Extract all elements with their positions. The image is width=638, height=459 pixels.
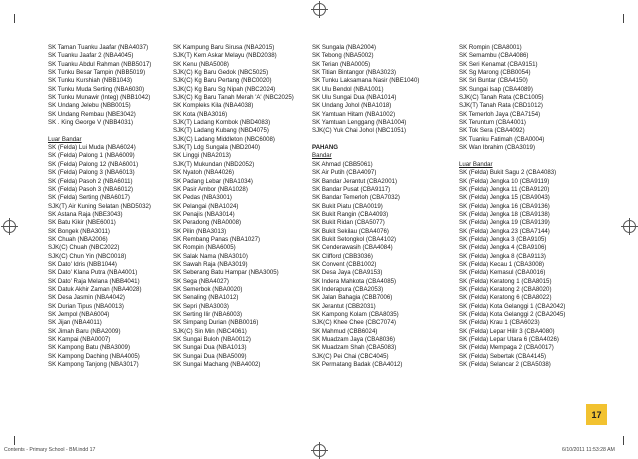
school-list-item: SK (Felda) Pasoh 3 (NBA6012) — [48, 185, 134, 193]
school-list-item: SK (Felda) Jengka 23 (CBA7144) — [459, 227, 550, 235]
school-list-item: SK Kampong Kolam (CBA8035) — [312, 311, 399, 318]
school-list-item: SK Dato' Raja Melana (NBB4041) — [48, 277, 140, 285]
school-list-item: SK (Felda) Kemasul (CBA0016) — [459, 269, 546, 277]
school-list-item: SK Sungai Dua (NBA1013) — [173, 344, 247, 352]
school-list-item: SK Yamtuan Lenggang (NBA1004) — [312, 119, 407, 127]
school-list-item: SK Semambu (CBA4086) — [459, 52, 529, 60]
crop-mark-top-left — [14, 14, 15, 23]
school-list-item: SK Datuk Akhir Zaman (NBA4028) — [48, 285, 142, 293]
school-list-item: SK Serting Ilir (NBA6003) — [173, 311, 243, 318]
school-list-item: SJK(T) Ldg Sungala (NBD2040) — [173, 144, 261, 152]
school-list-item: SK (Felda) Jengka 8 (CBA9113) — [459, 252, 546, 260]
school-list-item: SK Penajis (NBA3014) — [173, 210, 235, 218]
school-list-item: SK Sungai Buloh (NBA0012) — [173, 336, 251, 344]
school-list-item: SK Permatang Badak (CBA4012) — [312, 361, 403, 369]
school-list-item: SK Air Putih (CBA4097) — [312, 169, 377, 177]
school-list-item: SJK(C) Pei Chai (CBC4045) — [312, 352, 389, 360]
school-list-item: SK (Felda) Jengka 4 (CBA9106) — [459, 244, 547, 252]
school-list-item: SK Bukit Sekilau (CBA4076) — [312, 227, 389, 235]
school-list-item: SK Terian (NBA0005) — [312, 60, 371, 68]
crop-mark-bottom-left — [14, 436, 15, 445]
school-list-item: SK Dato' Klana Putra (NBA4001) — [48, 269, 138, 277]
school-list-item: SK Dato' Idris (NBB1044) — [48, 260, 117, 268]
school-list-item: SK Pilin (NBA3013) — [173, 227, 227, 235]
school-list-column-1 — [48, 44, 151, 369]
school-list-item: SK (Felda) Lepar Hilir 3 (CBA4080) — [459, 327, 555, 335]
school-list-item: SJK(C) Kg Baru Sg Nipah (NBC2024) — [173, 85, 276, 93]
school-list-item: SK Tuanku Abdul Rahman (NBB5017) — [48, 60, 152, 68]
spacer — [312, 136, 419, 144]
school-list-item: SK Bandar Pusat (CBA9117) — [312, 185, 391, 193]
school-list-item: SK Jempol (NBA6004) — [48, 311, 110, 318]
school-list-item: SK Tuanku Jaafar 2 (NBA4045) — [48, 52, 134, 60]
school-list-item: SK Salak Nama (NBA3010) — [173, 252, 248, 260]
school-list-item: SK Tuanku Fatimah (CBA0004) — [459, 135, 545, 143]
section-heading: Luar Bandar — [48, 135, 82, 143]
school-list-item: SK (Felda) Kecau 1 (CBA3008) — [459, 260, 545, 268]
school-list-item: SK Kampong Batu (NBA3009) — [48, 344, 130, 352]
school-list-item: SK Bandar Temerloh (CBA7032) — [312, 194, 400, 202]
school-list-item: SK Yamtuan Hitam (NBA1002) — [312, 110, 396, 118]
school-list-item: SK (Felda) Kota Gelanggi 2 (CBA2045) — [459, 311, 566, 318]
state-heading: PAHANG — [312, 144, 338, 152]
school-list-item: SJK(T) Ladang Kombok (NBD4083) — [173, 119, 271, 127]
school-list-item: SK Ulu Sungai Dua (NBA1014) — [312, 94, 397, 102]
school-list-item: SK Tebong (NBA5002) — [312, 52, 374, 60]
school-list-item: SK Pasir Ambor (NBA1028) — [173, 185, 248, 193]
school-list-item: SK Semerbok (NBA0020) — [173, 285, 243, 293]
school-list-item: SK Sawah Raja (NBA3019) — [173, 260, 248, 268]
school-list-item: SK Kampong Daching (NBA4005) — [48, 352, 140, 360]
school-list-item: SK Seri Kenamat (CBA9151) — [459, 60, 538, 68]
school-list-item: SK Jimah Baru (NBA2009) — [48, 327, 121, 335]
section-heading: Luar Bandar — [459, 160, 493, 168]
school-list-item: SK (Felda) Jengka 19 (CBA9139) — [459, 219, 550, 227]
school-list-item: SK (Felda) Jengka 3 (CBA9105) — [459, 235, 547, 243]
registration-mark-left-icon — [3, 220, 16, 233]
school-list-item: SJK(T) Tanah Rata (CBD1012) — [459, 102, 543, 110]
school-list-item: SK Inderapura (CBA2053) — [312, 285, 384, 293]
school-list-item: SK Undang Jelebu (NBB0015) — [48, 102, 131, 110]
spacer — [48, 127, 151, 135]
school-list-item: SK (Felda) Palong 3 (NBA6013) — [48, 169, 135, 177]
school-list-item: SJK(T) Mukundan (NBD2052) — [173, 160, 255, 168]
school-list-item: SJK(C) Kg Baru Tanah Merah 'A' (NBC2025) — [173, 94, 294, 102]
school-list-column-4 — [459, 44, 565, 369]
school-list-item: SJK(C) Kg Baru Gedok (NBC5025) — [173, 69, 269, 77]
school-list-item: SK Batu Kikir (NBE6001) — [48, 219, 116, 227]
school-list-item: SK Sri Buntar (CBA4150) — [459, 77, 528, 85]
school-list-item: SK Durian Tipus (NBA0013) — [48, 302, 124, 310]
school-list-item: SK Sg Marong (CBB0054) — [459, 69, 531, 77]
school-list-item: SK (Felda) Kota Gelanggi 1 (CBA2042) — [459, 302, 566, 310]
school-list-item: SK Wan Ibrahim (CBA3019) — [459, 144, 535, 152]
school-list-item: SK Kota (NBA3016) — [173, 110, 228, 118]
school-list-item: SK Pelangai (NBA1024) — [173, 202, 239, 210]
school-list-item: SK Linggi (NBA2013) — [173, 152, 231, 160]
school-list-item: SK Kampung Baru Sirusa (NBA2015) — [173, 44, 275, 51]
school-list-item: SK Senaling (NBA1012) — [173, 294, 239, 302]
school-list-item: SK Jalan Bahagia (CBB7006) — [312, 294, 393, 302]
school-list-item: SK Kenu (NBA5008) — [173, 60, 229, 68]
school-list-item: SK Desa Jaya (CBA9153) — [312, 269, 383, 277]
school-list-item: SK (Felda) Jengka 15 (CBA9043) — [459, 194, 550, 202]
school-list-item: SK Undang Rembau (NBE3042) — [48, 110, 136, 118]
school-list-item: SK Sungai Isap (CBA4089) — [459, 85, 533, 93]
section-heading: Bandar — [312, 152, 332, 160]
school-list-item: SJK(C) Kg Baru Pertang (NBC0020) — [173, 77, 272, 85]
school-list-item: SK Astana Raja (NBE3043) — [48, 210, 123, 218]
school-list-item: SK Tunku Besar Tampin (NBB5019) — [48, 69, 146, 77]
school-list-item: SK (Felda) Palong 12 (NBA6001) — [48, 160, 139, 168]
school-list-item: SK Tunku Muda Serting (NBA6030) — [48, 85, 145, 93]
school-list-item: SK Sungala (NBA2004) — [312, 44, 377, 51]
school-list-item: SJK(C) Khee Chee (CBC7074) — [312, 319, 396, 327]
school-list-item: SK Tunku Kurshiah (NBB1043) — [48, 77, 133, 85]
school-list-item: SK Bukit Piatu (CBA0019) — [312, 202, 383, 210]
school-list-item: SK (Felda) Serting (NBA6017) — [48, 194, 130, 202]
school-list-item: SK Simpang Durian (NBB0016) — [173, 319, 259, 327]
school-list-item: SK (Felda) Keratong 1 (CBA8015) — [459, 277, 552, 285]
school-list-item: SK Sungai Dua (NBA5009) — [173, 352, 247, 360]
registration-mark-top-icon — [313, 3, 326, 16]
school-list-item: SK Taman Tuanku Jaafar (NBA4037) — [48, 44, 149, 51]
school-list-item: SK (Felda) Jengka 11 (CBA9120) — [459, 185, 550, 193]
school-list-item: SK (Felda) Bukit Sagu 2 (CBA4083) — [459, 169, 557, 177]
school-list-item: SJK(T) Kem Askar Melayu (NBD2038) — [173, 52, 277, 60]
footer-timestamp: 6/10/2011 11:53:28 AM — [562, 447, 615, 453]
school-list-item: SJK(C) Sin Min (NBC4061) — [173, 327, 247, 335]
school-list-item: SJK(C) Tanah Rata (CBC1005) — [459, 94, 544, 102]
school-list-item: SK (Felda) Lepar Utara 6 (CBA4026) — [459, 336, 559, 344]
school-list-item: SK Sepri (NBA3003) — [173, 302, 229, 310]
school-list-item: SJK(T) Ladang Kubang (NBD4075) — [173, 127, 269, 135]
school-list-item: SK (Felda) Pasoh 2 (NBA6011) — [48, 177, 133, 185]
school-list-item: SK Nyatoh (NBA4026) — [173, 169, 234, 177]
school-list-item: SK Tunku Munawir (Integ) (NBB1042) — [48, 94, 151, 102]
page-number-badge: 17 — [586, 404, 607, 425]
school-list-item: SK Indera Mahkota (CBA4085) — [312, 277, 397, 285]
school-list-column-3 — [312, 44, 419, 369]
school-list-item: SK Tok Sera (CBA4092) — [459, 127, 525, 135]
school-list-item: SK Pedas (NBA3001) — [173, 194, 232, 202]
school-list-item: SK Jerantut (CBB2031) — [312, 302, 376, 310]
crop-mark-bottom-right — [623, 436, 624, 445]
school-list-item: SJK(C) Yuk Chai Johol (NBC1051) — [312, 127, 407, 135]
school-list-item: SK (Felda) Keratong 6 (CBA8022) — [459, 294, 552, 302]
school-list-item: SK Undang Johol (NBA1018) — [312, 102, 392, 110]
school-list-item: SJK(T) Air Kuning Selatan (NBD5032) — [48, 202, 151, 210]
school-list-item: SK Ulu Bendol (NBA1001) — [312, 85, 384, 93]
school-list-item: SK Muadzam Shah (CBA5083) — [312, 344, 397, 352]
registration-mark-right-icon — [623, 220, 636, 233]
school-list-item: SK Bandar Jerantut (CBA2001) — [312, 177, 398, 185]
school-list-item: SK Desa Jasmin (NBA4042) — [48, 294, 125, 302]
school-list-item: SK Rembang Panas (NBA1027) — [173, 235, 261, 243]
school-list-item: SK (Felda) Sebertak (CBA4145) — [459, 352, 547, 360]
school-list-item: SK Sega (NBA4027) — [173, 277, 229, 285]
school-list-item: SJK(C) Chun Yin (NBC0018) — [48, 252, 127, 260]
school-list-item: SK (Felda) Krau 1 (CBA6023) — [459, 319, 540, 327]
school-list-item: SK Jijan (NBA4011) — [48, 319, 102, 327]
school-list-item: SK Tunku Laksamana Nasir (NBE1040) — [312, 77, 420, 85]
school-list-item: SK (Felda) Mempaga 2 (CBA0017) — [459, 344, 554, 352]
school-list-item: SK Mahmud (CBB6024) — [312, 327, 378, 335]
school-list-item: SK Sungai Machang (NBA4002) — [173, 361, 261, 369]
school-list-item: SK Peradong (NBA0008) — [173, 219, 242, 227]
school-list-item: SK Bukit Rangin (CBA4093) — [312, 210, 389, 218]
school-list-item: SK (Felda) Jengka 18 (CBA9138) — [459, 210, 550, 218]
registration-mark-bottom-icon — [313, 444, 326, 457]
school-list-item: SK Chuah (NBA2006) — [48, 235, 108, 243]
school-list-item: SJK(C) Chuah (NBC2022) — [48, 244, 120, 252]
school-list-item: SK Temerloh Jaya (CBA7154) — [459, 110, 541, 118]
school-list-item: SK Convent (CBB1002) — [312, 260, 377, 268]
footer-file-info: Contents - Primary School - BM.indd 17 — [4, 447, 96, 453]
school-list-item: SK Teruntum (CBA4001) — [459, 119, 526, 127]
school-list-item: SK (Felda) Jengka 16 (CBA9136) — [459, 202, 550, 210]
school-list-item: SK Bukit Ridan (CBA5077) — [312, 219, 385, 227]
school-list-item: SK Rompin (NBA6005) — [173, 244, 236, 252]
school-list-item: SK Seberang Batu Hampar (NBA3005) — [173, 269, 279, 277]
school-list-item: SK Muadzam Jaya (CBA8036) — [312, 336, 395, 344]
spacer — [459, 152, 565, 160]
school-list-item: SK Kampai (NBA0007) — [48, 336, 111, 344]
school-list-item: SK Titian Bintangor (NBA3023) — [312, 69, 397, 77]
school-list-item: SK Cenderawasih (CBA4084) — [312, 244, 393, 252]
school-list-item: SK (Felda) Palong 1 (NBA6009) — [48, 152, 135, 160]
school-list-item: SJK(C) Ladang Middleton (NBC6008) — [173, 135, 275, 143]
school-list-item: SK Bongek (NBA3011) — [48, 227, 110, 235]
school-list-item: SK Ahmad (CBB5061) — [312, 160, 373, 168]
school-list-item: SK . King George V (NBB4031) — [48, 119, 134, 127]
school-list-item: SK (Felda) Selancar 2 (CBA5038) — [459, 361, 551, 369]
school-list-item: SK (Felda) Keratong 2 (CBA8020) — [459, 285, 552, 293]
school-list-item: SK Padang Lebar (NBA1034) — [173, 177, 253, 185]
school-list-item: SK (Felda) Lui Muda (NBA6024) — [48, 144, 136, 152]
school-list-column-2 — [173, 44, 294, 369]
crop-mark-top-right — [623, 14, 624, 23]
school-list-item: SK Rompin (CBA8001) — [459, 44, 522, 51]
school-list-item: SK (Felda) Jengka 10 (CBA9119) — [459, 177, 550, 185]
school-list-item: SK Kampong Tanjong (NBA3017) — [48, 361, 139, 369]
school-list-item: SK Clifford (CBB3036) — [312, 252, 373, 260]
school-list-item: SK Kompleks Kila (NBA4038) — [173, 102, 254, 110]
school-list-item: SK Bukit Setongkol (CBA4102) — [312, 235, 397, 243]
